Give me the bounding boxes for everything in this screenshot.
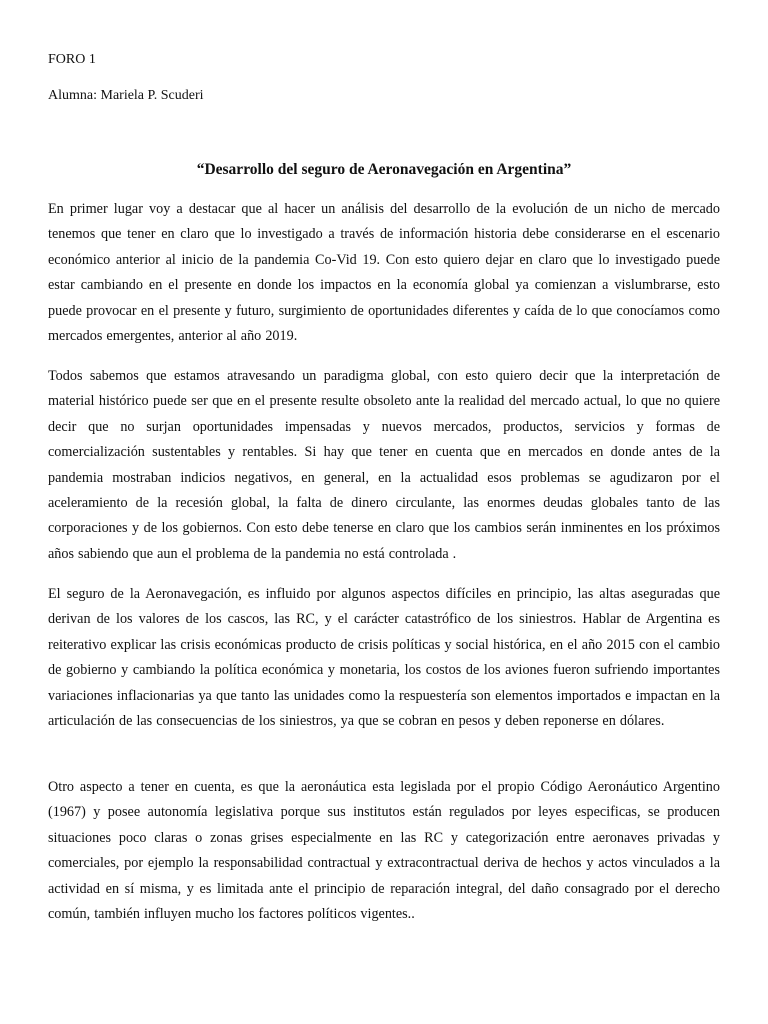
document-title: “Desarrollo del seguro de Aeronavegación en Argentina”	[196, 161, 572, 178]
paragraph-2: Todos sabemos que estamos atravesando un paradigma global, con esto quiero decir que la interpretación de material histórico puede ser que en el presente resulte obsoleto ante la realidad del mercado actual, lo que no quiere decir que no surjan oportunidades impensadas y nuevos mercados, productos, servicios y formas de comercialización sustentables y rentables. Si hay que tener en cuenta que en mercados en donde antes de la pandemia mostraban indicios negativos, en general, en la actualidad esos problemas se agudizaron por el aceleramiento de la recesión global, la falta de dinero circulante, las enormes deudas globales tanto de las corporaciones y de los gobiernos. Con esto debe tenerse en claro que los cambios serán inminentes en los próximos años sabiendo que aun el problema de la pandemia no está controlada .	[48, 368, 720, 562]
paragraph-1: En primer lugar voy a destacar que al hacer un análisis del desarrollo de la evolución de un nicho de mercado tenemos que tener en claro que lo investigado a través de información historia debe considerarse en el escenario económico anterior al inicio de la pandemia Co-Vid 19. Con esto quiero dejar en claro que lo investigado puede estar cambiando en el presente en donde los impactos en la economía global ya comienzan a vislumbrarse, esto puede provocar en el presente y futuro, surgimiento de oportunidades diferentes y caída de lo que conocíamos como mercados emergentes, anterior al año 2019.	[48, 201, 720, 345]
forum-label: FORO 1	[48, 52, 96, 67]
paragraph-4: Otro aspecto a tener en cuenta, es que la aeronáutica esta legislada por el propio Código Aeronáutico Argentino (1967) y posee autonomía legislativa porque sus institutos están regulados por leyes especificas, se producen situaciones poco claras o zonas grises especialmente en las RC y categorización entre aeronaves privadas y comerciales, por ejemplo la responsabilidad contractual y extracontractual deriva de hechos y actos vinculados a la actividad en sí misma, y es limitada ante el principio de reparación integral, del daño consagrado por el derecho común, también influyen mucho los factores políticos vigentes..	[48, 779, 720, 923]
student-name: Alumna: Mariela P. Scuderi	[48, 88, 204, 103]
paragraph-3: El seguro de la Aeronavegación, es influido por algunos aspectos difíciles en principio, las altas aseguradas que derivan de los valores de los cascos, las RC, y el carácter catastrófico de los siniestros. Hablar de Argentina es reiterativo explicar las crisis económicas producto de crisis políticas y social histórica, en el año 2015 con el cambio de gobierno y cambiando la política económica y monetaria, los costos de los aviones fueron sufriendo importantes variaciones inflacionarias ya que tanto las unidades como la respuestería son elementos importados e impactan en la articulación de las consecuencias de los siniestros, ya que se cobran en pesos y deben reponerse en dólares.	[48, 586, 720, 730]
